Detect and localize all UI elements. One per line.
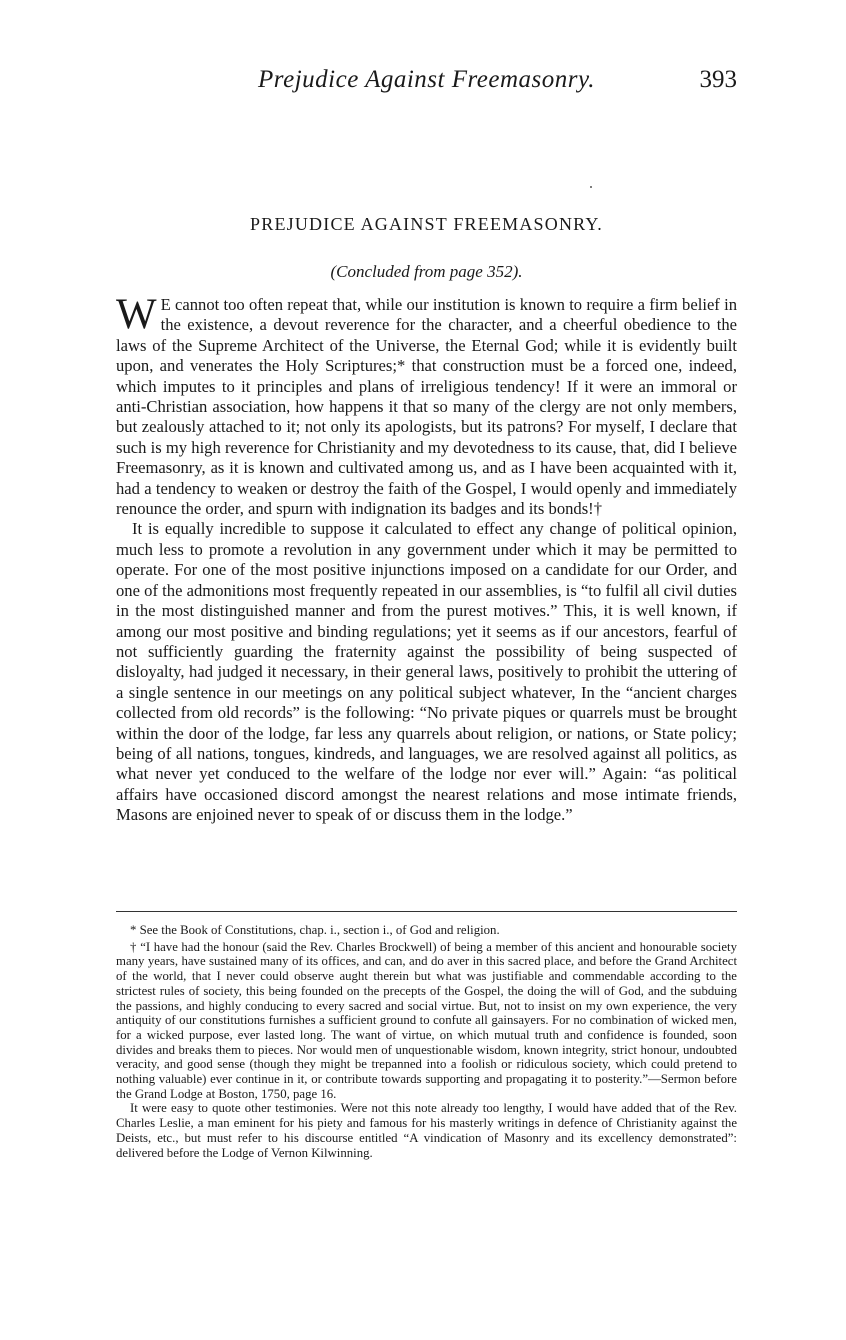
paragraph-2: It is equally incredible to suppose it calculated to effect any change of political opinion, much less to promote a revolution in any government under which it may be permitted to operate. For one of the most positive injunctions imposed on a candidate for our Order, and one of the admonitions most frequently repeated in our assemblies, is “to fulfil all civil duties in the most distinguished manner and from the purest motives.” This, it is well known, if among our most positive and binding regulations; yet it seems as if our ancestors, fearful of not sufficiently guarding the fraternity against the possibility of being suspected of disloyalty, had judged it necessary, in their general laws, positively to prohibit the uttering of a single sentence in our meetings on any political subject whatever, In the “ancient charges collected from old records” is the following: “No private piques or quarrels must be brought within the door of the lodge, far less any quarrels about religion, or nations, or State policy; being of all nations, tongues, kindreds, and languages, we are resolved against all politics, as what never yet conduced to the welfare of the lodge nor ever will.” Again: “as political affairs have occasioned discord amongst the nearest relations and mose intimate friends, Masons are enjoined never to speak of or discuss them in the lodge.” <box>116 519 737 825</box>
article-title: PREJUDICE AGAINST FREEMASONRY. <box>250 214 603 234</box>
running-head <box>116 66 737 106</box>
drop-cap: W <box>116 291 157 338</box>
article-body <box>116 291 737 826</box>
continuation-note: (Concluded from page 352). <box>330 262 523 281</box>
running-title: Prejudice Against Freemasonry. <box>258 66 595 93</box>
footnote-divider <box>116 911 737 912</box>
footnotes <box>116 923 737 1160</box>
footnote-1: * See the Book of Constitutions, chap. i., section i., of God and religion. <box>130 923 500 937</box>
page-number: 393 <box>699 66 737 93</box>
paragraph-1 <box>116 291 737 519</box>
footnote-2-continued: It were easy to quote other testimonies. Were not this note already too lengthy, I would have added that of the Rev. Charles Leslie, a man eminent for his piety and famous for his masterly writings in defence of Christianity against the Deists, etc., but must refer to his discourse entitled “A vindication of Masonry and its excellency demonstrated”: delivered before the Lodge of Vernon Kilwinning. <box>116 1101 737 1160</box>
footnote-2: † “I have had the honour (said the Rev. Charles Brockwell) of being a member of this ancient and honourable society many years, have sustained many of its offices, and can, and do aver in this sacred place, and before the Grand Architect of the world, that I never could observe aught therein but what was justifiable and commendable according to the strictest rules of society, this being founded on the precepts of the Gospel, the doing the will of God, and the subduing the passions, and highly conducing to every sacred and social virtue. But, not to insist on my own experience, the very antiquity of our constitutions furnishes a sufficient ground to confute all gainsayers. For no combination of wicked men, for a wicked purpose, ever lasted long. The want of virtue, on which mutual truth and confidence is founded, soon divides and breaks them to pieces. Nor would men of unquestionable wisdom, known integrity, strict honour, undoubted veracity, and good sense (though they might be trepanned into a foolish or ridiculous society, which could pretend to nothing valuable) ever continue in it, or contribute towards supporting and propagating it to posterity.”—Sermon before the Grand Lodge at Boston, 1750, page 16. <box>116 939 737 1101</box>
ink-speck <box>590 186 592 188</box>
paragraph-1-text: E cannot too often repeat that, while our institution is known to require a firm belief in the existence, a devout reverence for the character, and a cheerful obedience to the laws of the Supreme Architect of the Universe, the Eternal God; while it is evidently built upon, and venerates the Holy Scriptures;* that construction must be a forced one, indeed, which imputes to it principles and plans of irreligious tendency! If it were an immoral or anti-Christian association, how happens it that so many of the clergy are not only members, but zealously attached to it; not only its apologists, but its patrons? For myself, I declare that such is my high reverence for Christianity and my devotedness to its cause, that, did I believe Freemasonry, as it is known and cultivated among us, and as I have been acquainted with it, had a tendency to weaken or destroy the faith of the Gospel, I would openly and immediately renounce the order, and spurn with indignation its badges and its bonds!† <box>116 295 737 519</box>
